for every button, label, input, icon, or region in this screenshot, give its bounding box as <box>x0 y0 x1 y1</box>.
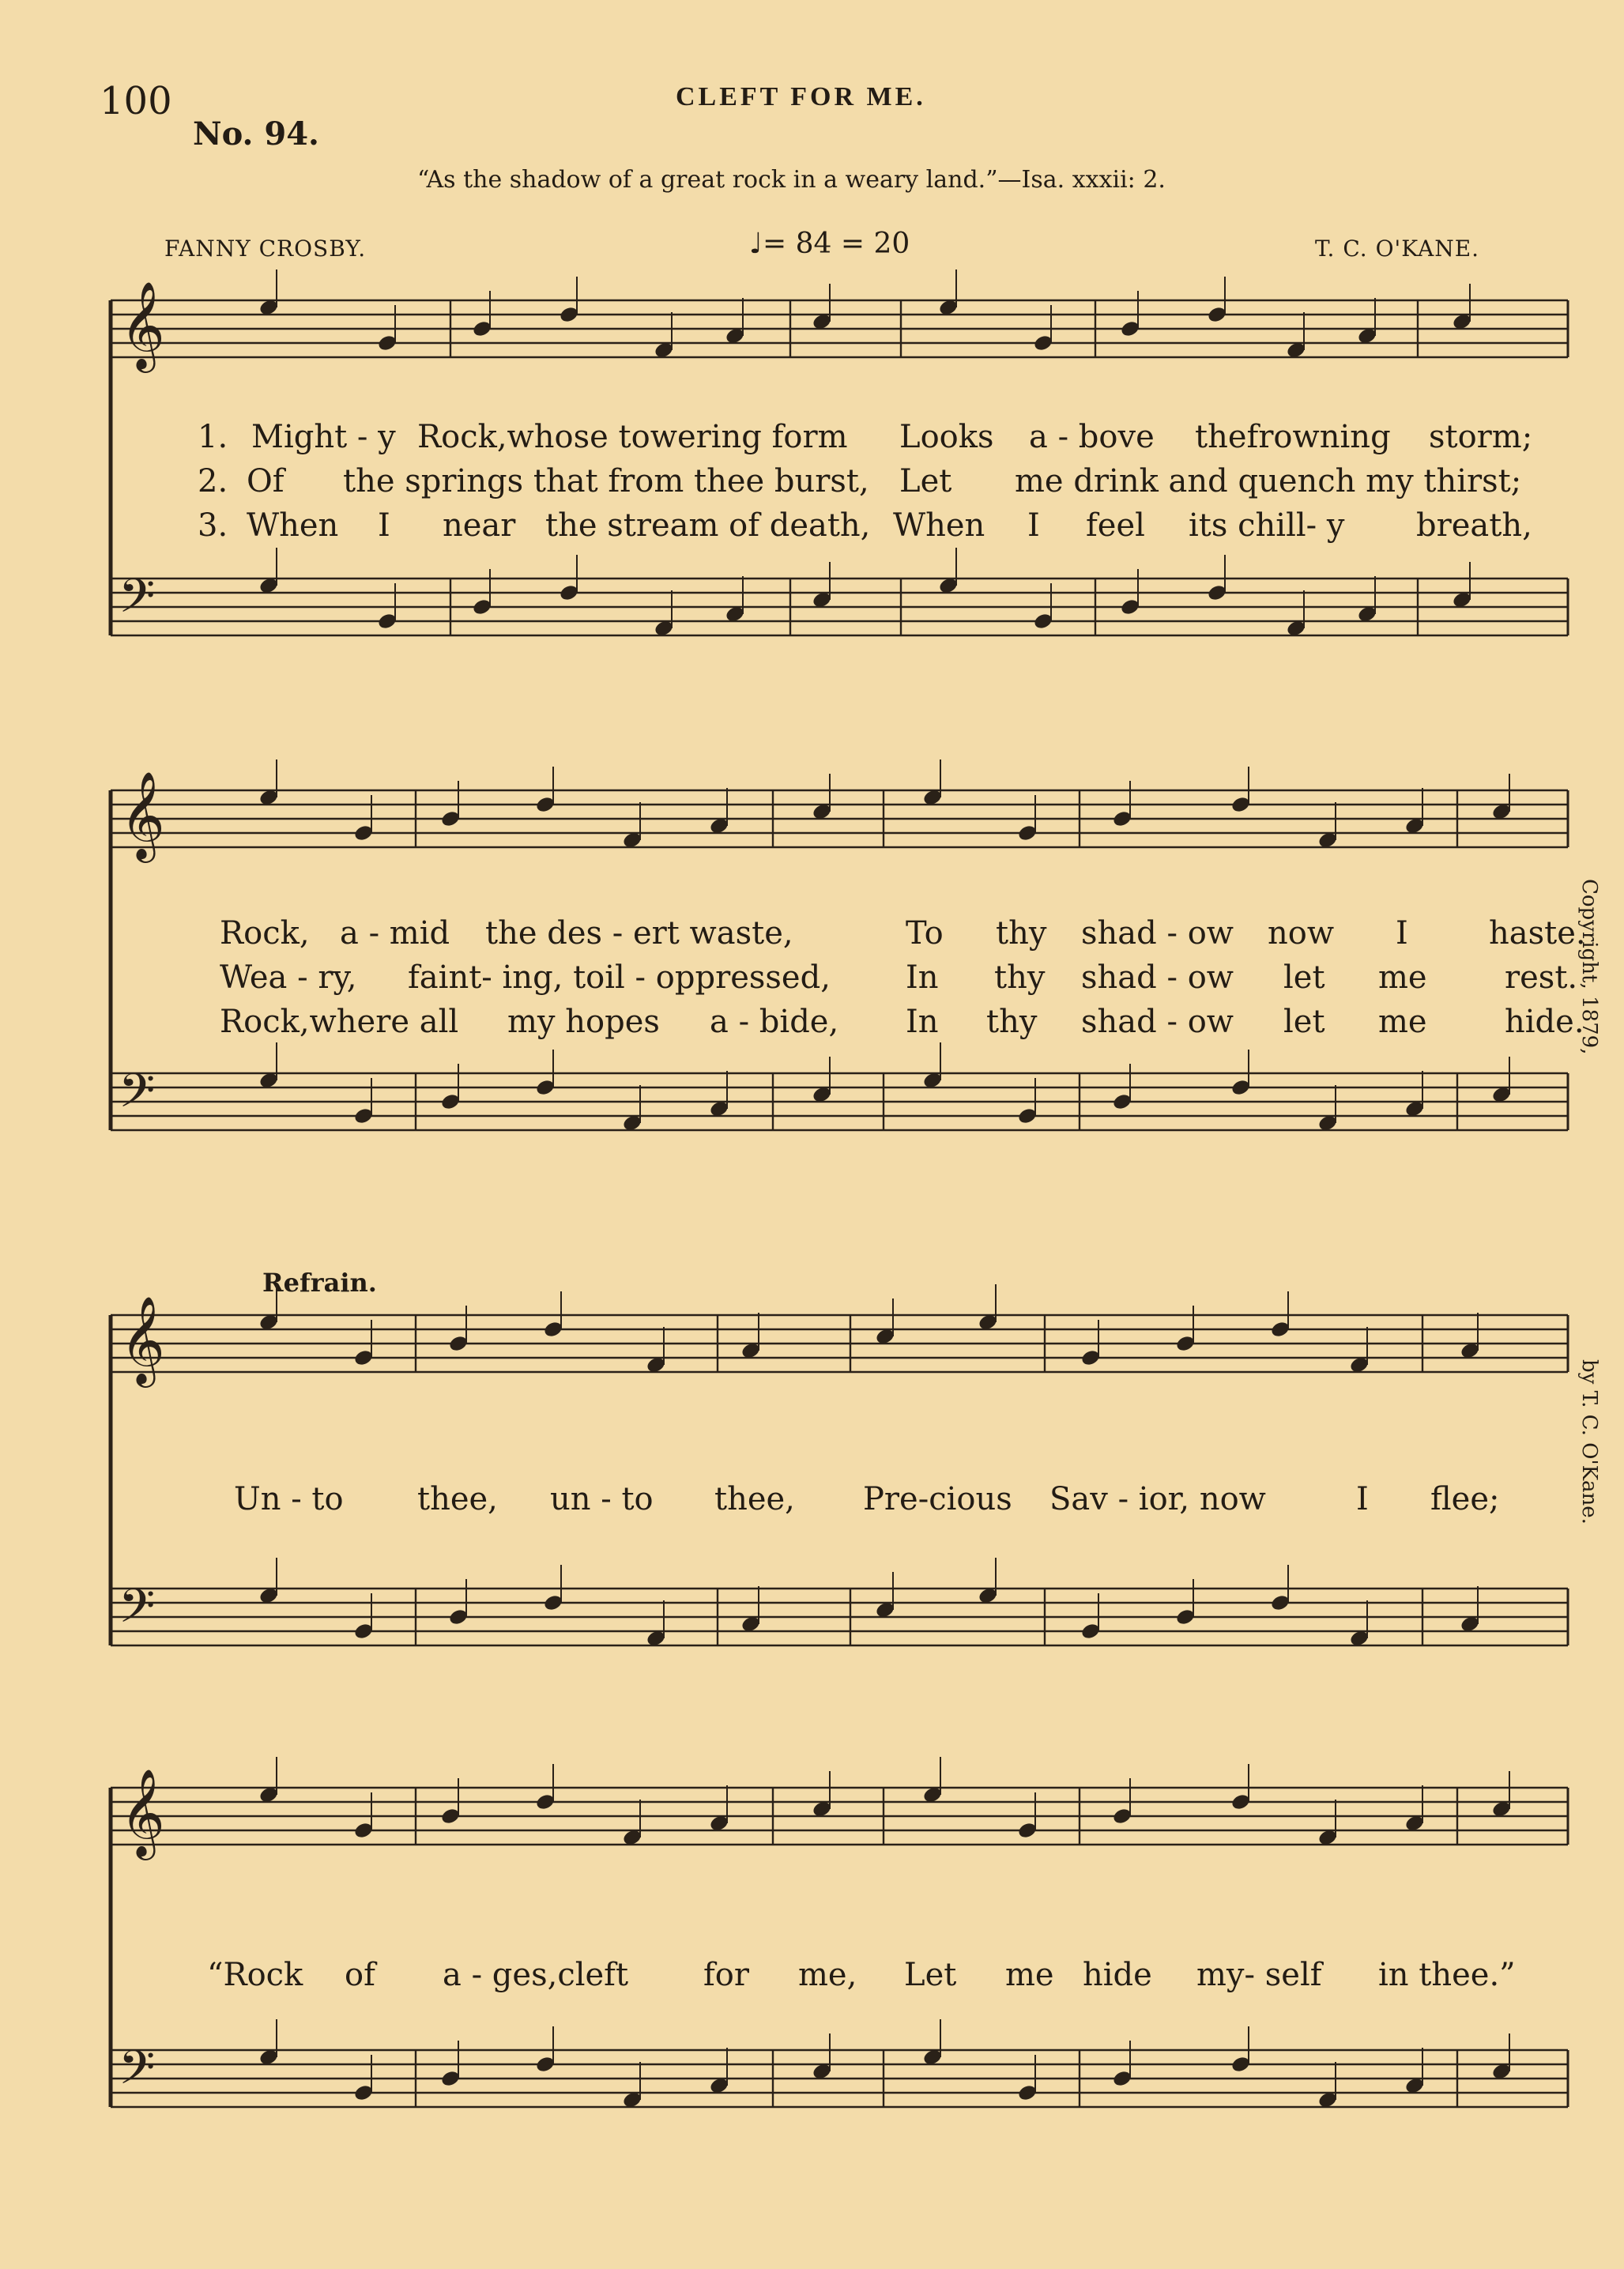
bass-clef-icon: 𝄢 <box>119 568 156 635</box>
treble-clef-icon: 𝄞 <box>120 771 165 859</box>
hymn-title: CLEFT FOR ME. <box>676 82 926 111</box>
page-number: 100 <box>100 79 172 123</box>
hymn-page: 100 CLEFT FOR ME. No. 94. “As the shadow of a great rock in a weary land.”—Isa. xxxii: 2. FANNY CROSBY. ♩= 84 = 20 T. C. O'KANE. Refrain. Copyright, 1879, by T. C. O'Kane. 𝄞 𝄢 𝄞 𝄢 𝄞 𝄢 𝄞 𝄢 1. Might - y Rock,whose towering form Looks a - bove thefrowning storm; 2. Of the springs that from thee burst, Let me drink and quench my thirst; 3. When I near the stream of death, When I feel its chill- y breath, Rock, a - mid the des - ert waste, To thy shad - ow now I haste. Wea - ry, faint- ing, toil - oppressed, In thy shad - ow let me rest. Rock,where all my hopes a - bide, In thy shad - ow let me hide. Un - to thee, un - to thee, Pre-cious Sav - ior, now I flee; “Rock of a - ges,cleft for me, Let me hide my- self in thee.” <box>0 0 1624 2269</box>
treble-clef-icon: 𝄞 <box>120 1768 165 1856</box>
composer: T. C. O'KANE. <box>1315 236 1480 262</box>
refrain-label: Refrain. <box>262 1268 377 1298</box>
copyright-note: Copyright, 1879, <box>1577 879 1601 1055</box>
lyricist: FANNY CROSBY. <box>164 236 367 262</box>
bass-clef-icon: 𝄢 <box>119 1578 156 1645</box>
copyright-holder-note: by T. C. O'Kane. <box>1577 1359 1601 1525</box>
treble-clef-icon: 𝄞 <box>120 1295 165 1384</box>
bass-clef-icon: 𝄢 <box>119 1063 156 1129</box>
epigraph: “As the shadow of a great rock in a weary land.”—Isa. xxxii: 2. <box>417 166 1166 194</box>
hymn-number: No. 94. <box>193 115 319 153</box>
treble-clef-icon: 𝄞 <box>120 281 165 369</box>
bass-clef-icon: 𝄢 <box>119 2040 156 2106</box>
quarter-note-icon: ♩ <box>749 228 763 260</box>
tempo-marking: ♩= 84 = 20 <box>749 228 910 260</box>
